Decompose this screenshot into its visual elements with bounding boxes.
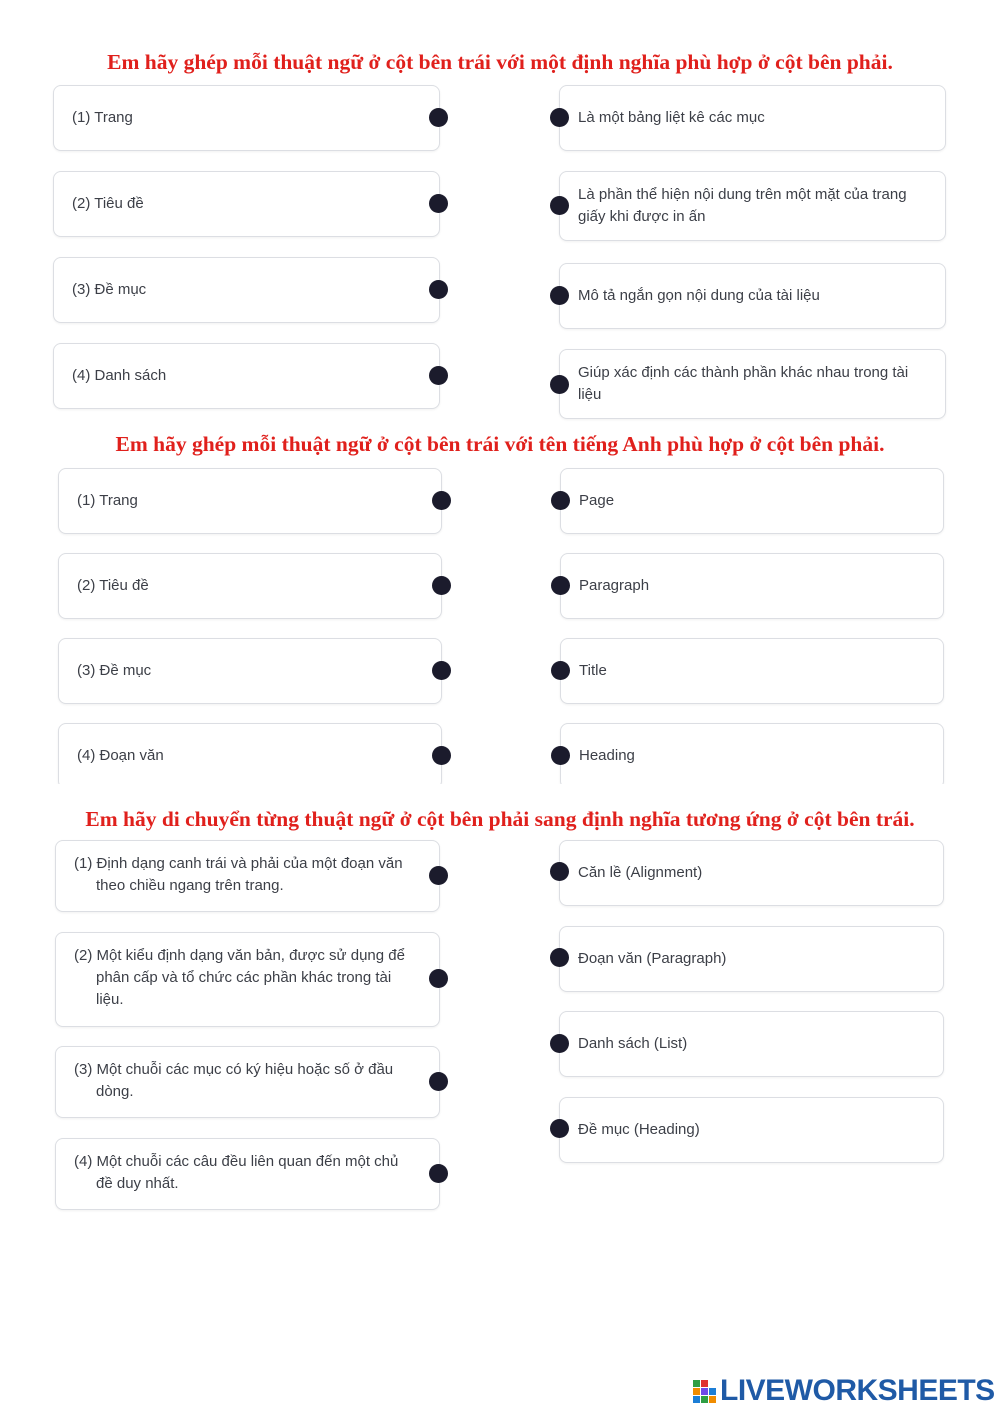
section3-heading: Em hãy di chuyển từng thuật ngữ ở cột bên phải sang định nghĩa tương ứng ở cột bên trái. — [85, 807, 915, 831]
s1-right-item-4-label: Giúp xác định các thành phần khác nhau trong tài liệu — [578, 364, 909, 403]
s3-right-item-2-label: Đoạn văn (Paragraph) — [578, 950, 727, 967]
s2-left-item-4-label: (4) Đoạn văn — [77, 747, 164, 764]
s2-left-item-4[interactable] — [58, 723, 442, 789]
s1-right-connector-3[interactable] — [550, 286, 569, 305]
s1-left-item-1-label: (1) Trang — [72, 109, 133, 126]
s2-right-connector-1[interactable] — [551, 491, 570, 510]
s2-left-connector-2[interactable] — [432, 576, 451, 595]
s1-left-connector-3[interactable] — [429, 280, 448, 299]
s2-right-item-3-label: Title — [579, 662, 607, 679]
s1-right-connector-2[interactable] — [550, 196, 569, 215]
s1-left-item-4-label: (4) Danh sách — [72, 367, 167, 384]
s3-right-item-3-label: Danh sách (List) — [578, 1035, 688, 1052]
s1-left-connector-1[interactable] — [429, 108, 448, 127]
s3-left-connector-3[interactable] — [429, 1072, 448, 1091]
s3-right-item-3[interactable] — [559, 1011, 944, 1077]
s3-left-item-1-label: (1) Định dạng canh trái và phải của một đoạn văn theo chiều ngang trên trang. — [74, 855, 403, 894]
s1-right-item-2-label: Là phần thể hiện nội dung trên một mặt của trang giấy khi được in ấn — [578, 186, 907, 225]
s1-left-connector-4[interactable] — [429, 366, 448, 385]
s2-right-item-4[interactable] — [560, 723, 944, 789]
s1-right-connector-1[interactable] — [550, 108, 569, 127]
s1-right-connector-4[interactable] — [550, 375, 569, 394]
s2-right-item-2[interactable] — [560, 553, 944, 619]
s3-left-connector-2[interactable] — [429, 969, 448, 988]
s3-left-connector-4[interactable] — [429, 1164, 448, 1183]
s3-left-item-3[interactable] — [55, 1046, 440, 1118]
s3-right-item-4[interactable] — [559, 1097, 944, 1163]
liveworksheets-logo-icon — [692, 1378, 718, 1404]
s3-right-connector-3[interactable] — [550, 1034, 569, 1053]
s3-right-item-4-label: Đề mục (Heading) — [578, 1121, 700, 1138]
section1-heading: Em hãy ghép mỗi thuật ngữ ở cột bên trái với một định nghĩa phù hợp ở cột bên phải. — [107, 50, 893, 74]
s1-left-item-4[interactable] — [53, 343, 440, 409]
s3-left-item-4-label: (4) Một chuỗi các câu đều liên quan đến một chủ đề duy nhất. — [74, 1153, 399, 1192]
section2-clip-mask — [0, 784, 1000, 806]
s2-right-connector-3[interactable] — [551, 661, 570, 680]
s1-left-item-2[interactable] — [53, 171, 440, 237]
s2-left-item-1-label: (1) Trang — [77, 492, 138, 509]
s1-right-item-2[interactable] — [559, 171, 946, 241]
section2-heading: Em hãy ghép mỗi thuật ngữ ở cột bên trái với tên tiếng Anh phù hợp ở cột bên phải. — [115, 432, 885, 456]
s3-left-item-1[interactable] — [55, 840, 440, 912]
s2-right-connector-2[interactable] — [551, 576, 570, 595]
s2-right-item-1[interactable] — [560, 468, 944, 534]
s2-left-item-1[interactable] — [58, 468, 442, 534]
s3-left-item-3-label: (3) Một chuỗi các mục có ký hiệu hoặc số ở đầu dòng. — [74, 1061, 394, 1100]
liveworksheets-logo-text: LIVEWORKSHEETS — [720, 1374, 995, 1407]
s2-right-item-2-label: Paragraph — [579, 577, 650, 594]
s3-right-item-1[interactable] — [559, 840, 944, 906]
s3-left-connector-1[interactable] — [429, 866, 448, 885]
s1-right-item-3-label: Mô tả ngắn gọn nội dung của tài liệu — [578, 287, 820, 304]
s3-left-item-2-label: (2) Một kiểu định dạng văn bản, được sử dụng để phân cấp và tổ chức các phần khác trong tài liệu. — [74, 947, 405, 1008]
s1-right-item-1[interactable] — [559, 85, 946, 151]
s3-right-connector-2[interactable] — [550, 948, 569, 967]
s3-left-item-4[interactable] — [55, 1138, 440, 1210]
s2-left-item-2-label: (2) Tiêu đề — [77, 577, 149, 594]
s1-left-item-1[interactable] — [53, 85, 440, 151]
s3-right-connector-4[interactable] — [550, 1119, 569, 1138]
s2-left-connector-1[interactable] — [432, 491, 451, 510]
s2-right-item-1-label: Page — [579, 492, 615, 509]
s1-left-connector-2[interactable] — [429, 194, 448, 213]
s1-right-item-1-label: Là một bảng liệt kê các mục — [578, 109, 765, 126]
s1-left-item-3[interactable] — [53, 257, 440, 323]
s2-left-item-3[interactable] — [58, 638, 442, 704]
s2-left-item-2[interactable] — [58, 553, 442, 619]
s3-right-item-2[interactable] — [559, 926, 944, 992]
s3-left-item-2[interactable] — [55, 932, 440, 1027]
liveworksheets-logo — [692, 1374, 995, 1408]
s2-right-item-4-label: Heading — [579, 747, 635, 764]
s2-left-connector-3[interactable] — [432, 661, 451, 680]
s2-left-item-3-label: (3) Đề mục — [77, 662, 152, 679]
s1-left-item-3-label: (3) Đề mục — [72, 281, 147, 298]
s2-right-item-3[interactable] — [560, 638, 944, 704]
s1-left-item-2-label: (2) Tiêu đề — [72, 195, 144, 212]
s3-right-connector-1[interactable] — [550, 862, 569, 881]
s1-right-item-4[interactable] — [559, 349, 946, 419]
s3-right-item-1-label: Căn lề (Alignment) — [578, 864, 703, 881]
s2-left-connector-4[interactable] — [432, 746, 451, 765]
s2-right-connector-4[interactable] — [551, 746, 570, 765]
s1-right-item-3[interactable] — [559, 263, 946, 329]
